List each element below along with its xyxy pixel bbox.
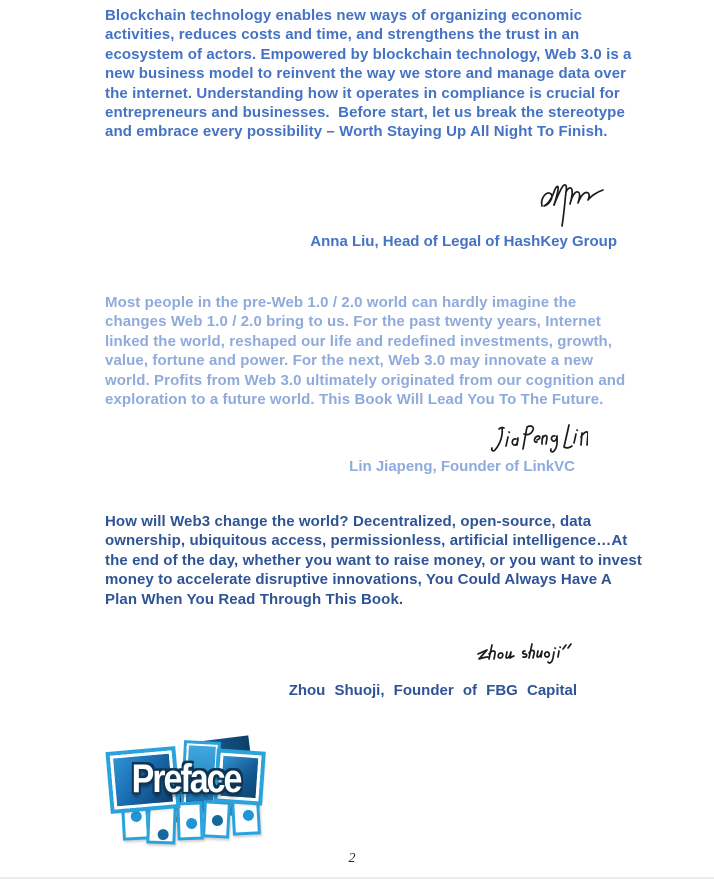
testimonial-paragraph-lin-jiapeng: Most people in the pre-Web 1.0 / 2.0 world can hardly imagine the changes Web 1.0 / 2.0 bring to us. For the past twenty years, Internet linked the world, reshaped our life and redefined investments, growth, value, fortune and power. For the next, Web 3.0 may innovate a new world. Profits from Web 3.0 ultimately originated from our cognition and exploration to a future world. This Book Will Lead You To The Future. — [105, 294, 626, 409]
attribution-lin-jiapeng: Lin Jiapeng, Founder of LinkVC — [349, 458, 575, 475]
signature-lin-jiapeng — [486, 421, 588, 459]
domino-dot — [130, 811, 142, 823]
signature-anna-liu — [538, 178, 606, 230]
signature-zhou-shuoji — [474, 641, 574, 675]
preface-logo — [106, 741, 268, 849]
attribution-anna-liu: Anna Liu, Head of Legal of HashKey Group — [310, 233, 617, 250]
logo-domino-card — [176, 802, 203, 841]
page-number: 2 — [348, 851, 356, 866]
testimonial-paragraph-anna-liu: Blockchain technology enables new ways of organizing economic activities, reduces costs and time, and strengthens the trust in an ecosystem of actors. Empowered by blockchain technology, Web 3.0 is a new business model to reinvent the way we store and manage data over the internet. Understanding how it operates in compliance is crucial for entrepreneurs and businesses. Before start, let us break the stereotype and embrace every possibility – Worth Staying Up All Night To Finish. — [105, 7, 632, 141]
domino-dot — [243, 810, 255, 822]
testimonial-paragraph-zhou-shuoji: How will Web3 change the world? Decentralized, open-source, data ownership, ubiquitous access, permissionless, artificial intelligence…At the end of the day, whether you want to raise money, or you want to invest money to accelerate disruptive innovations, You Could Always Have A Plan When You Read Through This Book. — [105, 513, 642, 608]
attribution-zhou-shuoji: Zhou Shuoji, Founder of FBG Capital — [288, 682, 577, 699]
logo-domino-card — [231, 798, 261, 835]
domino-dot — [157, 829, 168, 840]
logo-domino-card — [146, 805, 176, 845]
logo-domino-card — [202, 800, 231, 838]
domino-dot — [212, 815, 224, 827]
preface-logo-text: Preface — [131, 756, 241, 802]
domino-dot — [186, 818, 197, 829]
